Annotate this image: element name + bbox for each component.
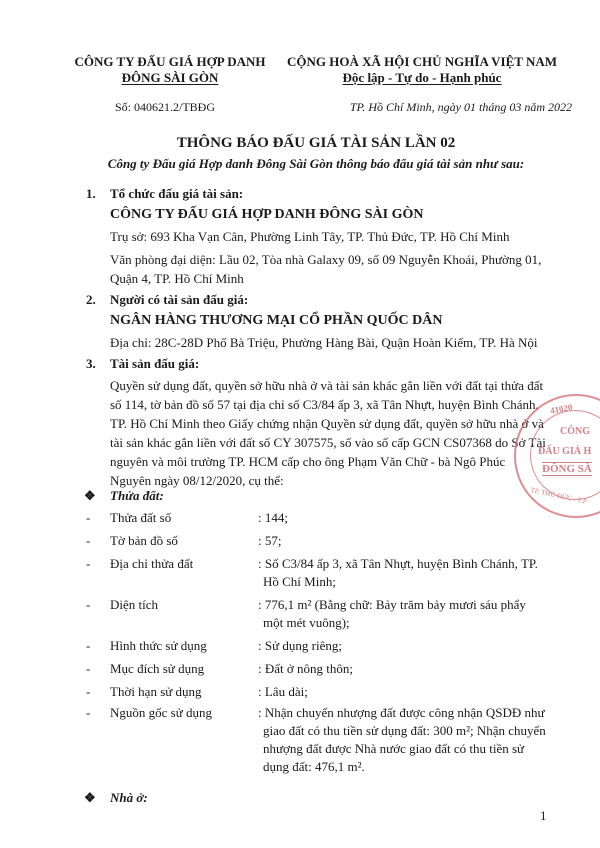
row-value: : Nhận chuyển nhượng đất được công nhận QSDĐ như xyxy=(258,705,545,720)
national-motto xyxy=(272,54,572,86)
place-date: TP. Hồ Chí Minh, ngày 01 tháng 03 năm 2022 xyxy=(349,100,572,114)
row-value-cont: giao đất có thu tiền sử dụng đất: 300 m²; Nhận chuyển xyxy=(263,723,546,738)
seal-arc-top: 41020 xyxy=(549,402,574,416)
row-value: : 57; xyxy=(258,533,282,548)
section2-heading: Người có tài sản đấu giá: xyxy=(110,292,249,307)
row-value: : 144; xyxy=(258,510,288,525)
row-label: Hình thức sử dụng xyxy=(110,638,207,653)
row-dash: - xyxy=(86,638,91,653)
section2-owner-name: NGÂN HÀNG THƯƠNG MẠI CỔ PHẦN QUỐC DÂN xyxy=(110,313,443,328)
section2-number: 2. xyxy=(86,292,96,307)
land-heading: Thửa đất: xyxy=(110,488,164,503)
row-dash: - xyxy=(86,556,91,571)
page-number: 1 xyxy=(540,808,547,823)
section1-office xyxy=(110,252,576,287)
page-subtitle: Công ty Đấu giá Hợp danh Đông Sài Gòn thông báo đấu giá tài sản như sau: xyxy=(107,156,525,171)
row-dash: - xyxy=(86,705,91,720)
land-bullet-icon: ❖ xyxy=(84,488,96,503)
row-label: Nguồn gốc sử dụng xyxy=(110,705,213,720)
section3-line: Quyền sử dụng đất, quyền sở hữu nhà ở và tài sản khác gắn liền với đất tại thửa đất xyxy=(110,378,544,393)
section3-heading: Tài sản đấu giá: xyxy=(110,356,200,371)
section1-heading: Tổ chức đấu giá tài sản: xyxy=(110,186,244,201)
nation-line2: Độc lập - Tự do - Hạnh phúc xyxy=(342,70,502,85)
section3-line: TP. Hồ Chí Minh theo Giấy chứng nhận Quyền sử dụng đất, quyền sở hữu nhà ở và xyxy=(110,416,544,431)
section2-address: Địa chỉ: 28C-28D Phố Bà Triệu, Phường Hàng Bài, Quận Hoàn Kiếm, TP. Hà Nội xyxy=(110,335,538,350)
row-dash: - xyxy=(86,597,91,612)
row-dash: - xyxy=(86,510,91,525)
row-value: : Đất ở nông thôn; xyxy=(258,661,353,676)
seal-line3: ĐÔNG SÀ xyxy=(542,463,592,475)
company-name xyxy=(60,54,280,86)
section3-line: nguyên và môi trường TP. HCM cấp cho ông Phạm Văn Chữ - bà Ngô Phúc xyxy=(110,454,506,469)
row-dash: - xyxy=(86,684,91,699)
section1-address: Trụ sở: 693 Kha Vạn Cân, Phường Linh Tây, TP. Thủ Đức, TP. Hồ Chí Minh xyxy=(110,229,510,244)
house-heading: Nhà ở: xyxy=(110,790,148,805)
seal-arc-bottom: TP. THỦ ĐỨC - T.P xyxy=(529,486,588,506)
section3-number: 3. xyxy=(86,356,96,371)
row-value-cont: Hồ Chí Minh; xyxy=(263,574,336,589)
row-label: Thửa đất số xyxy=(110,510,172,525)
row-value: : Lâu dài; xyxy=(258,684,308,699)
company-line2: ĐÔNG SÀI GÒN xyxy=(121,70,219,85)
row-value: : Sử dụng riêng; xyxy=(258,638,342,653)
section3-line: số 114, tờ bản đồ số 57 tại địa chỉ số C3/84 ấp 3, xã Tân Nhựt, huyện Bình Chánh, xyxy=(110,397,539,412)
row-dash: - xyxy=(86,533,91,548)
row-label: Địa chỉ thửa đất xyxy=(110,556,194,571)
row-dash: - xyxy=(86,661,91,676)
row-value-cont: một mét vuông); xyxy=(263,615,350,630)
row-value: : Số C3/84 ấp 3, xã Tân Nhựt, huyện Bình Chánh, TP. xyxy=(258,556,538,571)
section1-office-line1: Văn phòng đại diện: Lầu 02, Tòa nhà Galaxy 09, số 09 Nguyễn Khoái, Phường 01, xyxy=(110,252,542,267)
row-label: Thời hạn sử dụng xyxy=(110,684,202,699)
page-title: THÔNG BÁO ĐẤU GIÁ TÀI SẢN LẦN 02 xyxy=(176,135,456,151)
section3-line: Nguyên ngày 08/12/2020, cụ thể: xyxy=(110,473,284,488)
row-value-cont: nhượng đất được Nhà nước giao đất có thu tiền sử xyxy=(263,741,525,756)
section1-number: 1. xyxy=(86,186,96,201)
section1-org-name: CÔNG TY ĐẤU GIÁ HỢP DANH ĐÔNG SÀI GÒN xyxy=(110,207,424,222)
doc-number: Số: 040621.2/TBĐG xyxy=(115,100,216,114)
row-value: : 776,1 m² (Bằng chữ: Bảy trăm bảy mươi sáu phẩy xyxy=(258,597,526,612)
seal-line2: ĐẤU GIÁ H xyxy=(538,446,592,457)
house-bullet-icon: ❖ xyxy=(84,790,96,805)
row-label: Diện tích xyxy=(110,597,159,612)
row-value-cont: dụng đất: 476,1 m². xyxy=(263,759,365,774)
section1-office-line2: Quận 4, TP. Hồ Chí Minh xyxy=(110,271,244,286)
section3-line: tài sản khác gắn liền với đất số CY 307575, số vào sổ cấp GCN CS07368 do Sở Tài xyxy=(110,435,546,450)
row-label: Tờ bản đồ số xyxy=(110,533,178,548)
row-label: Mục đích sử dụng xyxy=(110,661,205,676)
section3-body xyxy=(110,378,578,492)
company-line1: CÔNG TY ĐẤU GIÁ HỢP DANH xyxy=(74,54,266,69)
nation-line1: CỘNG HOÀ XÃ HỘI CHỦ NGHĨA VIỆT NAM xyxy=(286,54,558,69)
seal-line1: CÔNG xyxy=(560,426,590,437)
